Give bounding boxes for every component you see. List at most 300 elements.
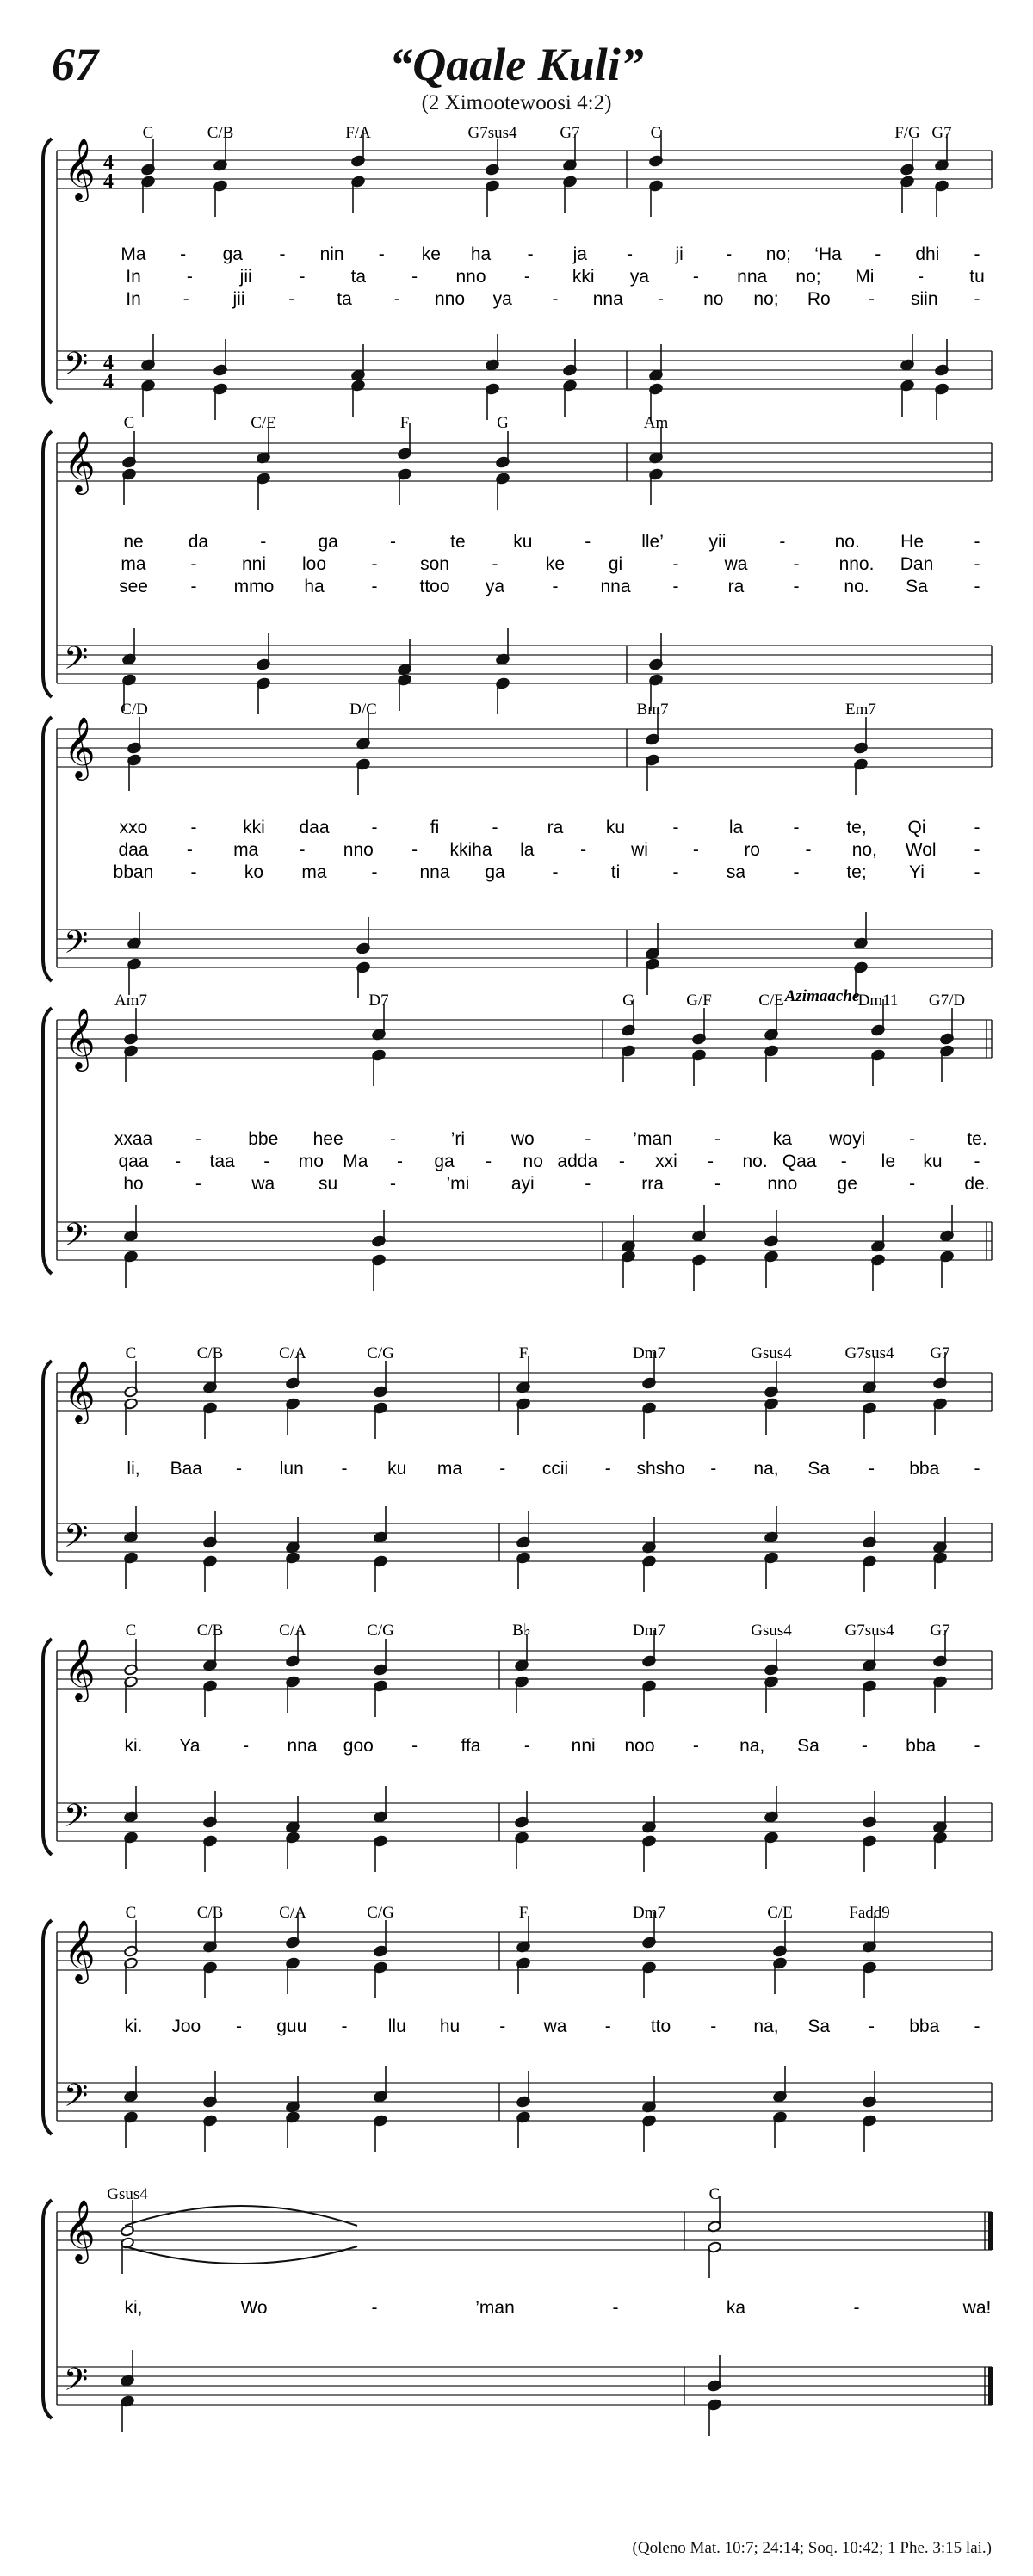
treble-clef: 𝄞 bbox=[64, 715, 96, 778]
lyric-hyphen: - bbox=[714, 1129, 721, 1149]
tie-slur bbox=[125, 2246, 357, 2264]
lyric-hyphen: - bbox=[371, 2298, 378, 2318]
lyric-hyphen: - bbox=[974, 862, 980, 882]
lyric-syllable: nna bbox=[419, 862, 450, 882]
lyric-syllable: no; bbox=[753, 289, 779, 309]
lyric-hyphen: - bbox=[710, 1459, 717, 1479]
lyric-syllable: ra bbox=[727, 577, 745, 596]
chord-symbol: G7 bbox=[930, 1622, 950, 1640]
lyric-hyphen: - bbox=[612, 2298, 619, 2318]
lyric-hyphen: - bbox=[974, 840, 980, 860]
lyric-syllable: la bbox=[728, 818, 744, 837]
lyric-hyphen: - bbox=[299, 267, 306, 287]
chord-symbol: G7/D bbox=[928, 991, 966, 1010]
lyric-syllable: ku bbox=[923, 1152, 943, 1171]
lyric-hyphen: - bbox=[552, 577, 559, 596]
lyric-hyphen: - bbox=[918, 267, 925, 287]
lyric-syllable: ha bbox=[304, 577, 325, 596]
lyric-hyphen: - bbox=[236, 1459, 242, 1479]
lyric-hyphen: - bbox=[805, 840, 812, 860]
lyric-syllable: loo bbox=[301, 554, 327, 574]
lyric-syllable: xxo bbox=[119, 818, 148, 837]
lyric-syllable: ya bbox=[492, 289, 512, 309]
lyric-syllable: na, bbox=[753, 2017, 779, 2036]
lyric-syllable: siin bbox=[910, 289, 938, 309]
lyric-syllable: In bbox=[126, 267, 141, 287]
chord-symbol: C/D bbox=[121, 701, 148, 719]
lyric-hyphen: - bbox=[260, 532, 267, 552]
lyric-syllable: ya bbox=[485, 577, 505, 596]
lyric-syllable: no; bbox=[795, 267, 821, 287]
lyric-syllable: ki. bbox=[124, 2017, 143, 2036]
chord-symbol: F bbox=[518, 1904, 529, 1922]
lyric-syllable: Wo bbox=[240, 2298, 268, 2318]
lyric-syllable: te. bbox=[967, 1129, 987, 1149]
lyric-hyphen: - bbox=[552, 289, 559, 309]
chord-symbol: D/C bbox=[349, 701, 377, 719]
system-bracket bbox=[43, 1361, 52, 1575]
lyric-hyphen: - bbox=[390, 532, 397, 552]
chord-symbol: C/G bbox=[367, 1622, 394, 1640]
lyric-hyphen: - bbox=[779, 532, 786, 552]
lyric-syllable: ya bbox=[629, 267, 650, 287]
footer-references: (Qoleno Mat. 10:7; 24:14; Soq. 10:42; 1 Phe. 3:15 lai.) bbox=[632, 2539, 992, 2557]
lyric-syllable: dhi bbox=[915, 244, 940, 264]
bass-clef: 𝄢 bbox=[64, 1798, 89, 1842]
lyric-hyphen: - bbox=[393, 289, 400, 309]
chord-symbol: Dm7 bbox=[633, 1344, 665, 1362]
system-bracket bbox=[43, 1008, 52, 1274]
lyric-syllable: nna bbox=[287, 1736, 318, 1756]
lyric-syllable: jii bbox=[232, 289, 245, 309]
lyric-hyphen: - bbox=[552, 862, 559, 882]
lyric-syllable: wa! bbox=[962, 2298, 992, 2318]
lyric-syllable: ga bbox=[485, 862, 505, 882]
lyric-syllable: Yi bbox=[909, 862, 925, 882]
lyric-hyphen: - bbox=[499, 2017, 506, 2036]
lyric-hyphen: - bbox=[793, 554, 800, 574]
lyric-hyphen: - bbox=[672, 818, 679, 837]
lyric-syllable: ‘Ha bbox=[814, 244, 842, 264]
song-number: 67 bbox=[52, 39, 98, 90]
lyric-syllable: ku bbox=[605, 818, 626, 837]
lyric-hyphen: - bbox=[180, 244, 187, 264]
lyric-hyphen: - bbox=[411, 1736, 418, 1756]
lyric-syllable: rra bbox=[641, 1174, 664, 1194]
chord-symbol: F bbox=[399, 414, 410, 432]
lyric-syllable: ga bbox=[434, 1152, 455, 1171]
lyric-hyphen: - bbox=[341, 2017, 348, 2036]
lyric-syllable: ta bbox=[350, 267, 367, 287]
lyric-hyphen: - bbox=[175, 1152, 182, 1171]
chord-symbol: C bbox=[125, 1344, 137, 1362]
lyric-syllable: ’man bbox=[633, 1129, 672, 1149]
lyric-syllable: ka bbox=[726, 2298, 746, 2318]
lyric-syllable: no. bbox=[844, 577, 869, 596]
lyric-hyphen: - bbox=[672, 554, 679, 574]
lyric-hyphen: - bbox=[869, 1459, 875, 1479]
lyric-syllable: no. bbox=[742, 1152, 768, 1171]
lyric-hyphen: - bbox=[288, 289, 295, 309]
lyric-syllable: goo bbox=[343, 1736, 374, 1756]
lyric-hyphen: - bbox=[499, 1459, 506, 1479]
lyric-syllable: adda bbox=[557, 1152, 598, 1171]
lyric-syllable: te; bbox=[846, 862, 867, 882]
system-bracket bbox=[43, 717, 52, 981]
lyric-hyphen: - bbox=[190, 577, 197, 596]
lyric-syllable: kki bbox=[243, 818, 265, 837]
lyric-hyphen: - bbox=[840, 1152, 847, 1171]
lyric-syllable: Sa bbox=[906, 577, 928, 596]
chord-symbol: G bbox=[622, 991, 634, 1010]
lyric-hyphen: - bbox=[299, 840, 306, 860]
chord-symbol: C/B bbox=[207, 124, 234, 142]
lyric-hyphen: - bbox=[341, 1459, 348, 1479]
lyric-syllable: fi bbox=[430, 818, 440, 837]
song-title: “Qaale Kuli” bbox=[389, 39, 644, 90]
lyric-syllable: wa bbox=[543, 2017, 567, 2036]
lyric-syllable: bba bbox=[906, 1736, 937, 1756]
lyric-syllable: see bbox=[119, 577, 148, 596]
lyric-syllable: da bbox=[188, 532, 209, 552]
bass-clef: 𝄢 bbox=[64, 1518, 89, 1562]
chord-symbol: C/E bbox=[767, 1904, 793, 1922]
scripture-reference: (2 Ximootewoosi 4:2) bbox=[421, 91, 612, 114]
lyric-hyphen: - bbox=[708, 1152, 714, 1171]
lyric-syllable: ga bbox=[222, 244, 243, 264]
lyric-syllable: nna bbox=[600, 577, 631, 596]
lyric-hyphen: - bbox=[692, 1736, 699, 1756]
lyric-syllable: no bbox=[523, 1152, 543, 1171]
lyric-syllable: ayi bbox=[510, 1174, 535, 1194]
lyric-syllable: tto bbox=[650, 2017, 671, 2036]
lyric-syllable: sa bbox=[726, 862, 746, 882]
chord-symbol: Em7 bbox=[845, 701, 876, 719]
lyric-hyphen: - bbox=[974, 244, 980, 264]
lyric-hyphen: - bbox=[182, 289, 189, 309]
lyric-hyphen: - bbox=[793, 577, 800, 596]
final-barline-thick bbox=[988, 2212, 993, 2250]
chord-symbol: G7 bbox=[931, 124, 952, 142]
chord-symbol: Fadd9 bbox=[849, 1904, 890, 1922]
lyric-hyphen: - bbox=[909, 1129, 916, 1149]
lyric-syllable: ma bbox=[233, 840, 259, 860]
chord-symbol: G7 bbox=[560, 124, 580, 142]
lyric-syllable: mo bbox=[298, 1152, 324, 1171]
lyric-syllable: ti bbox=[610, 862, 621, 882]
lyric-syllable: na, bbox=[753, 1459, 779, 1479]
lyric-hyphen: - bbox=[371, 554, 378, 574]
lyric-hyphen: - bbox=[378, 244, 385, 264]
lyric-hyphen: - bbox=[236, 2017, 242, 2036]
treble-clef: 𝄞 bbox=[64, 1637, 96, 1700]
lyric-syllable: te, bbox=[846, 818, 867, 837]
lyric-syllable: kkiha bbox=[449, 840, 492, 860]
lyric-hyphen: - bbox=[853, 2298, 860, 2318]
chord-symbol: G7 bbox=[930, 1344, 950, 1362]
final-barline-thick bbox=[988, 2367, 993, 2405]
lyric-syllable: wa bbox=[251, 1174, 275, 1194]
lyric-syllable: no. bbox=[834, 532, 860, 552]
lyric-syllable: Wol bbox=[905, 840, 937, 860]
lyric-hyphen: - bbox=[580, 840, 587, 860]
lyric-syllable: bba bbox=[909, 2017, 940, 2036]
chord-symbol: Dm11 bbox=[857, 991, 899, 1010]
chord-symbol: C bbox=[708, 2185, 721, 2203]
lyric-syllable: su bbox=[319, 1174, 338, 1194]
chord-symbol: C/E bbox=[758, 991, 784, 1010]
lyric-syllable: Ya bbox=[179, 1736, 201, 1756]
lyric-syllable: ttoo bbox=[419, 577, 450, 596]
treble-clef: 𝄞 bbox=[64, 137, 96, 200]
lyric-syllable: qaa bbox=[118, 1152, 149, 1171]
system-bracket bbox=[43, 2200, 52, 2418]
lyric-syllable: He bbox=[900, 532, 925, 552]
lyric-syllable: ma bbox=[301, 862, 327, 882]
lyric-syllable: llu bbox=[387, 2017, 406, 2036]
chord-symbol: F/G bbox=[894, 124, 920, 142]
lyric-syllable: ko bbox=[244, 862, 264, 882]
chord-symbol: C bbox=[125, 1622, 137, 1640]
chord-symbol: C bbox=[142, 124, 154, 142]
lyric-syllable: noo bbox=[624, 1736, 655, 1756]
chord-symbol: C bbox=[123, 414, 135, 432]
lyric-hyphen: - bbox=[411, 840, 418, 860]
lyric-hyphen: - bbox=[974, 1152, 980, 1171]
chord-symbol: C/G bbox=[367, 1344, 394, 1362]
lyric-hyphen: - bbox=[492, 818, 498, 837]
bass-clef: 𝄢 bbox=[64, 640, 89, 684]
lyric-syllable: bbe bbox=[248, 1129, 279, 1149]
lyric-syllable: ra bbox=[547, 818, 564, 837]
lyric-syllable: Sa bbox=[807, 1459, 831, 1479]
lyric-hyphen: - bbox=[692, 267, 699, 287]
bass-clef: 𝄢 bbox=[64, 924, 89, 968]
lyric-syllable: ta bbox=[337, 289, 352, 309]
lyric-hyphen: - bbox=[279, 244, 286, 264]
lyric-hyphen: - bbox=[672, 577, 679, 596]
chord-symbol: Gsus4 bbox=[751, 1344, 792, 1362]
lyric-syllable: na, bbox=[739, 1736, 765, 1756]
lyric-syllable: lle’ bbox=[641, 532, 664, 552]
chord-symbol: F bbox=[518, 1344, 529, 1362]
time-signature-bottom: 4 bbox=[103, 371, 114, 393]
lyric-hyphen: - bbox=[974, 289, 980, 309]
lyric-syllable: ho bbox=[123, 1174, 144, 1194]
lyric-syllable: ma bbox=[436, 1459, 463, 1479]
chord-symbol: G7sus4 bbox=[467, 124, 517, 142]
chord-symbol: Am bbox=[643, 414, 669, 432]
lyric-syllable: ro bbox=[744, 840, 761, 860]
lyric-syllable: wa bbox=[724, 554, 748, 574]
lyric-syllable: ne bbox=[123, 532, 144, 552]
tempo-marking: Azimaache bbox=[784, 987, 860, 1005]
chord-symbol: C bbox=[650, 124, 662, 142]
lyric-hyphen: - bbox=[190, 554, 197, 574]
lyric-syllable: ku bbox=[513, 532, 533, 552]
chord-symbol: C/B bbox=[196, 1344, 224, 1362]
lyric-syllable: Sa bbox=[797, 1736, 820, 1756]
bass-clef: 𝄢 bbox=[64, 2078, 89, 2122]
lyric-syllable: nno bbox=[343, 840, 374, 860]
time-signature-bottom: 4 bbox=[103, 170, 114, 193]
lyric-syllable: nna bbox=[592, 289, 623, 309]
lyric-syllable: wi bbox=[631, 840, 648, 860]
lyric-syllable: hu bbox=[439, 2017, 461, 2036]
lyric-syllable: jii bbox=[239, 267, 252, 287]
lyric-syllable: xxi bbox=[655, 1152, 677, 1171]
lyric-hyphen: - bbox=[371, 577, 378, 596]
lyric-syllable: daa bbox=[299, 818, 330, 837]
lyric-syllable: Ma bbox=[343, 1152, 368, 1171]
chord-symbol: C/E bbox=[251, 414, 276, 432]
lyric-hyphen: - bbox=[195, 1174, 201, 1194]
chord-symbol: C/A bbox=[279, 1622, 306, 1640]
lyric-hyphen: - bbox=[390, 1129, 397, 1149]
chord-symbol: D7 bbox=[368, 991, 389, 1010]
lyric-syllable: ccii bbox=[541, 1459, 569, 1479]
lyric-syllable: mmo bbox=[233, 577, 275, 596]
lyric-hyphen: - bbox=[585, 532, 591, 552]
lyric-syllable: hee bbox=[312, 1129, 343, 1149]
lyric-syllable: Dan bbox=[900, 554, 934, 574]
lyric-hyphen: - bbox=[869, 289, 875, 309]
lyric-syllable: ji bbox=[675, 244, 684, 264]
lyric-syllable: Baa bbox=[170, 1459, 202, 1479]
time-signature-top: 4 bbox=[103, 151, 114, 174]
lyric-syllable: yii bbox=[708, 532, 727, 552]
lyric-syllable: woyi bbox=[829, 1129, 866, 1149]
lyric-hyphen: - bbox=[604, 1459, 611, 1479]
bass-clef: 𝄢 bbox=[64, 2362, 89, 2406]
lyric-hyphen: - bbox=[710, 2017, 717, 2036]
lyric-hyphen: - bbox=[726, 244, 733, 264]
lyric-syllable: nna bbox=[737, 267, 768, 287]
lyric-hyphen: - bbox=[486, 1152, 492, 1171]
lyric-syllable: ja bbox=[572, 244, 588, 264]
lyric-syllable: nni bbox=[571, 1736, 596, 1756]
lyric-hyphen: - bbox=[658, 289, 664, 309]
chord-symbol: Dm7 bbox=[633, 1904, 665, 1922]
lyric-syllable: ga bbox=[318, 532, 338, 552]
lyric-syllable: no; bbox=[765, 244, 792, 264]
lyric-syllable: ki, bbox=[124, 2298, 143, 2318]
lyric-hyphen: - bbox=[875, 244, 881, 264]
lyric-hyphen: - bbox=[869, 2017, 875, 2036]
lyric-hyphen: - bbox=[604, 2017, 611, 2036]
lyric-syllable: tu bbox=[969, 267, 985, 287]
lyric-syllable: kki bbox=[572, 267, 595, 287]
lyric-syllable: ffa bbox=[461, 1736, 481, 1756]
lyric-syllable: nno bbox=[434, 289, 466, 309]
lyric-hyphen: - bbox=[523, 267, 530, 287]
tie-slur bbox=[125, 2206, 357, 2226]
lyric-hyphen: - bbox=[626, 244, 633, 264]
chord-symbol: F/A bbox=[345, 124, 371, 142]
lyric-hyphen: - bbox=[527, 244, 534, 264]
lyric-syllable: gi bbox=[608, 554, 623, 574]
lyric-syllable: nin bbox=[319, 244, 344, 264]
lyric-syllable: ’ri bbox=[450, 1129, 466, 1149]
lyric-hyphen: - bbox=[585, 1174, 591, 1194]
lyric-syllable: ma bbox=[121, 554, 146, 574]
lyric-hyphen: - bbox=[492, 554, 498, 574]
lyric-syllable: Qaa bbox=[782, 1152, 817, 1171]
lyric-hyphen: - bbox=[371, 862, 378, 882]
lyric-hyphen: - bbox=[974, 818, 980, 837]
lyric-syllable: Qi bbox=[907, 818, 926, 837]
chord-symbol: Gsus4 bbox=[107, 2185, 148, 2203]
chord-symbol: Bm7 bbox=[636, 701, 669, 719]
lyric-syllable: nni bbox=[241, 554, 267, 574]
chord-symbol: Am7 bbox=[114, 991, 147, 1010]
chord-symbol: C/A bbox=[279, 1344, 306, 1362]
lyric-syllable: ki. bbox=[124, 1736, 143, 1756]
lyric-hyphen: - bbox=[371, 818, 378, 837]
bass-clef: 𝄢 bbox=[64, 1217, 89, 1261]
lyric-hyphen: - bbox=[672, 862, 679, 882]
lyric-hyphen: - bbox=[390, 1174, 397, 1194]
chord-symbol: C/A bbox=[279, 1904, 306, 1922]
lyric-syllable: wo bbox=[510, 1129, 535, 1149]
lyric-hyphen: - bbox=[396, 1152, 403, 1171]
lyric-hyphen: - bbox=[195, 1129, 201, 1149]
lyric-hyphen: - bbox=[974, 1736, 980, 1756]
lyric-hyphen: - bbox=[974, 2017, 980, 2036]
lyric-hyphen: - bbox=[714, 1174, 721, 1194]
treble-clef: 𝄞 bbox=[64, 1006, 96, 1069]
lyric-hyphen: - bbox=[861, 1736, 868, 1756]
time-signature-top: 4 bbox=[103, 352, 114, 374]
chord-symbol: G7sus4 bbox=[844, 1344, 894, 1362]
system-bracket bbox=[43, 139, 52, 403]
chord-symbol: G/F bbox=[686, 991, 712, 1010]
lyric-syllable: le bbox=[881, 1152, 896, 1171]
lyric-syllable: Ro bbox=[807, 289, 831, 309]
lyric-syllable: nno bbox=[455, 267, 486, 287]
lyric-syllable: nno. bbox=[838, 554, 875, 574]
lyric-hyphen: - bbox=[793, 862, 800, 882]
lyric-syllable: ’man bbox=[475, 2298, 515, 2318]
lyric-hyphen: - bbox=[243, 1736, 250, 1756]
chord-symbol: C/B bbox=[196, 1622, 224, 1640]
system-bracket bbox=[43, 1639, 52, 1855]
lyric-hyphen: - bbox=[186, 840, 193, 860]
lyric-syllable: daa bbox=[118, 840, 149, 860]
system-bracket bbox=[43, 431, 52, 697]
lyric-syllable: no bbox=[703, 289, 724, 309]
lyric-hyphen: - bbox=[411, 267, 418, 287]
lyric-syllable: ge bbox=[837, 1174, 857, 1194]
treble-clef: 𝄞 bbox=[64, 1359, 96, 1422]
lyric-syllable: Sa bbox=[807, 2017, 831, 2036]
lyric-syllable: ’mi bbox=[446, 1174, 470, 1194]
chord-symbol: C/G bbox=[367, 1904, 394, 1922]
lyric-syllable: taa bbox=[209, 1152, 235, 1171]
lyric-syllable: ke bbox=[421, 244, 441, 264]
treble-clef: 𝄞 bbox=[64, 1918, 96, 1981]
lyric-syllable: nno bbox=[767, 1174, 798, 1194]
lyric-syllable: de. bbox=[964, 1174, 990, 1194]
lyric-syllable: shsho bbox=[636, 1459, 685, 1479]
lyric-hyphen: - bbox=[618, 1152, 625, 1171]
lyric-syllable: ka bbox=[772, 1129, 792, 1149]
treble-clef: 𝄞 bbox=[64, 2198, 96, 2261]
lyric-syllable: ha bbox=[470, 244, 492, 264]
lyric-syllable: te bbox=[450, 532, 466, 552]
lyric-syllable: guu bbox=[276, 2017, 307, 2036]
lyric-syllable: In bbox=[126, 289, 141, 309]
